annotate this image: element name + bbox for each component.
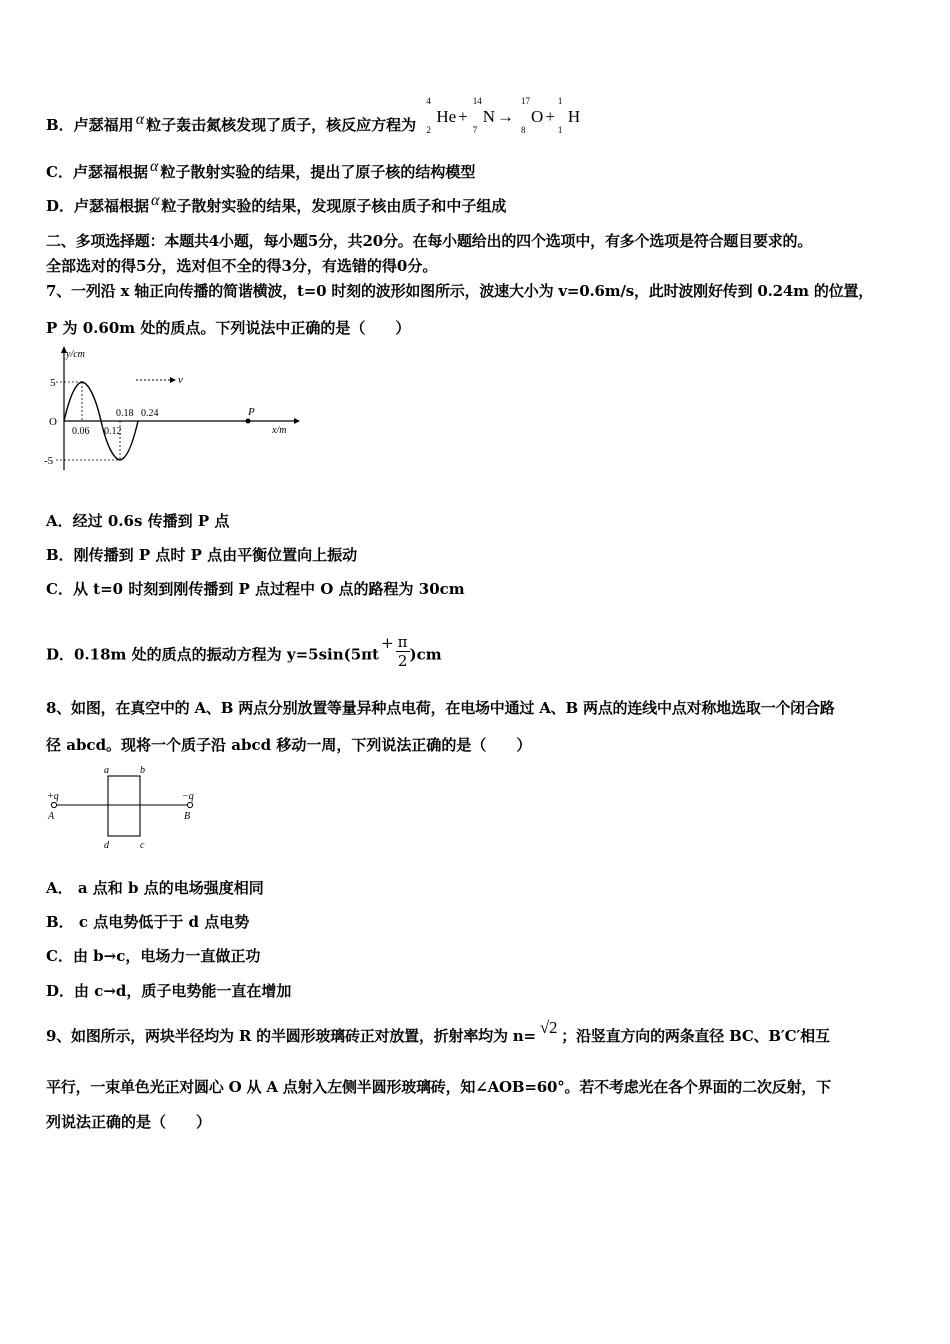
label-point-a: A: [48, 811, 55, 822]
q7-wave-figure: [42, 345, 302, 475]
section-2-line-2: 全部选对的得5分，选对但不全的得3分，有选错的得0分。: [46, 257, 438, 275]
q9-stem-line-3: 列说法正确的是（ ）: [46, 1113, 212, 1131]
velocity-label: v: [178, 374, 183, 386]
alpha-symbol: α: [135, 111, 145, 128]
alpha-symbol: α: [149, 158, 159, 175]
x-axis-label: x/m: [272, 425, 287, 436]
nuclear-equation: 4 2 He + 14 7 N → 17 8 O + 1 1 H: [426, 96, 581, 135]
x-tick-006: 0.06: [72, 426, 90, 437]
x-tick-018: 0.18: [116, 408, 134, 419]
q9-stem-line-2: 平行，一束单色光正对圆心 O 从 A 点射入左侧半圆形玻璃砖，知∠AOB=60°。若不考虑光在各个界面的二次反射，下: [46, 1078, 831, 1096]
y-max-label: 5: [50, 377, 56, 389]
label-a: a: [104, 765, 109, 776]
label-c: c: [140, 840, 145, 851]
y-min-label: -5: [44, 455, 54, 467]
q7-option-b: B．刚传播到 P 点时 P 点由平衡位置向上振动: [46, 546, 358, 564]
charge-a-marker: [51, 802, 56, 807]
q8-stem-line-2: 径 abcd。现将一个质子沿 abcd 移动一周，下列说法正确的是（ ）: [46, 736, 532, 754]
point-p-label: P: [248, 406, 255, 418]
nitrogen-nucleus: 14 7 N: [472, 96, 496, 135]
alpha-symbol: α: [151, 192, 160, 209]
q8-charges-figure: [42, 762, 212, 854]
q6-option-d: D．卢瑟福根据 α 粒子散射实验的结果，发现原子核由质子和中子组成: [46, 192, 507, 215]
q7-option-c: C．从 t=0 时刻到刚传播到 P 点过程中 O 点的路程为 30cm: [46, 580, 465, 598]
q8-option-d: D．由 c→d，质子电势能一直在增加: [46, 982, 292, 1000]
q8-option-c: C．由 b→c，电场力一直做正功: [46, 947, 261, 965]
q7-stem-line-2: P 为 0.60m 处的质点。下列说法中正确的是（ ）: [46, 319, 411, 337]
origin-label: O: [49, 416, 57, 428]
q8-option-a: A． a 点和 b 点的电场强度相同: [46, 879, 264, 897]
label-point-b: B: [184, 811, 191, 822]
fraction-plus: +: [381, 633, 394, 652]
label-minus-q: −q: [182, 791, 194, 802]
q6-option-b: B．卢瑟福用 α 粒子轰击氮核发现了质子，核反应方程为 4 2 He + 14 7 N → 17 8 O + 1 1 H: [46, 96, 581, 135]
oxygen-nucleus: 17 8 O: [521, 96, 544, 135]
x-tick-024: 0.24: [141, 408, 159, 419]
x-tick-012: 0.12: [104, 426, 122, 437]
q8-stem-line-1: 8、如图，在真空中的 A、B 两点分别放置等量异种点电荷，在电场中通过 A、B 两点的连线中点对称地选取一个闭合路: [46, 699, 835, 717]
label-d: d: [104, 840, 109, 851]
q9-stem-line-1: 9、如图所示，两块半径均为 R 的半圆形玻璃砖正对放置，折射率均为 n= √2 ；沿竖直方向的两条直径 BC、B′C′相互: [46, 1018, 830, 1045]
path-abcd: [108, 776, 140, 836]
label-b: b: [140, 765, 145, 776]
q7-stem-line-1: 7、一列沿 x 轴正向传播的简谐横波，t=0 时刻的波形如图所示，波速大小为 v=0.6m/s，此时波刚好传到 0.24m 的位置，: [46, 282, 874, 300]
helium-nucleus: 4 2 He: [426, 96, 457, 135]
q6-option-c: C．卢瑟福根据 α 粒子散射实验的结果，提出了原子核的结构模型: [46, 158, 476, 181]
hydrogen-nucleus: 1 1 H: [557, 96, 581, 135]
q8-option-b: B． c 点电势低于于 d 点电势: [46, 913, 250, 931]
y-axis-label: y/cm: [66, 349, 85, 360]
label-plus-q: +q: [47, 791, 59, 802]
pi-over-2-fraction: $\frac{\pi}{2}$: [397, 633, 408, 670]
section-2-line-1: 二、多项选择题：本题共4小题，每小题5分，共20分。在每小题给出的四个选项中，有多个选项是符合题目要求的。: [46, 232, 813, 250]
charge-b-marker: [187, 802, 192, 807]
q7-option-d: D．0.18m 处的质点的振动方程为 y=5sin(5πt+ $\frac{\pi}{2}$ )cm: [46, 633, 442, 670]
sqrt-two: √2: [539, 1018, 558, 1037]
point-p-marker: [246, 419, 251, 424]
q7-option-a: A．经过 0.6s 传播到 P 点: [46, 512, 230, 530]
